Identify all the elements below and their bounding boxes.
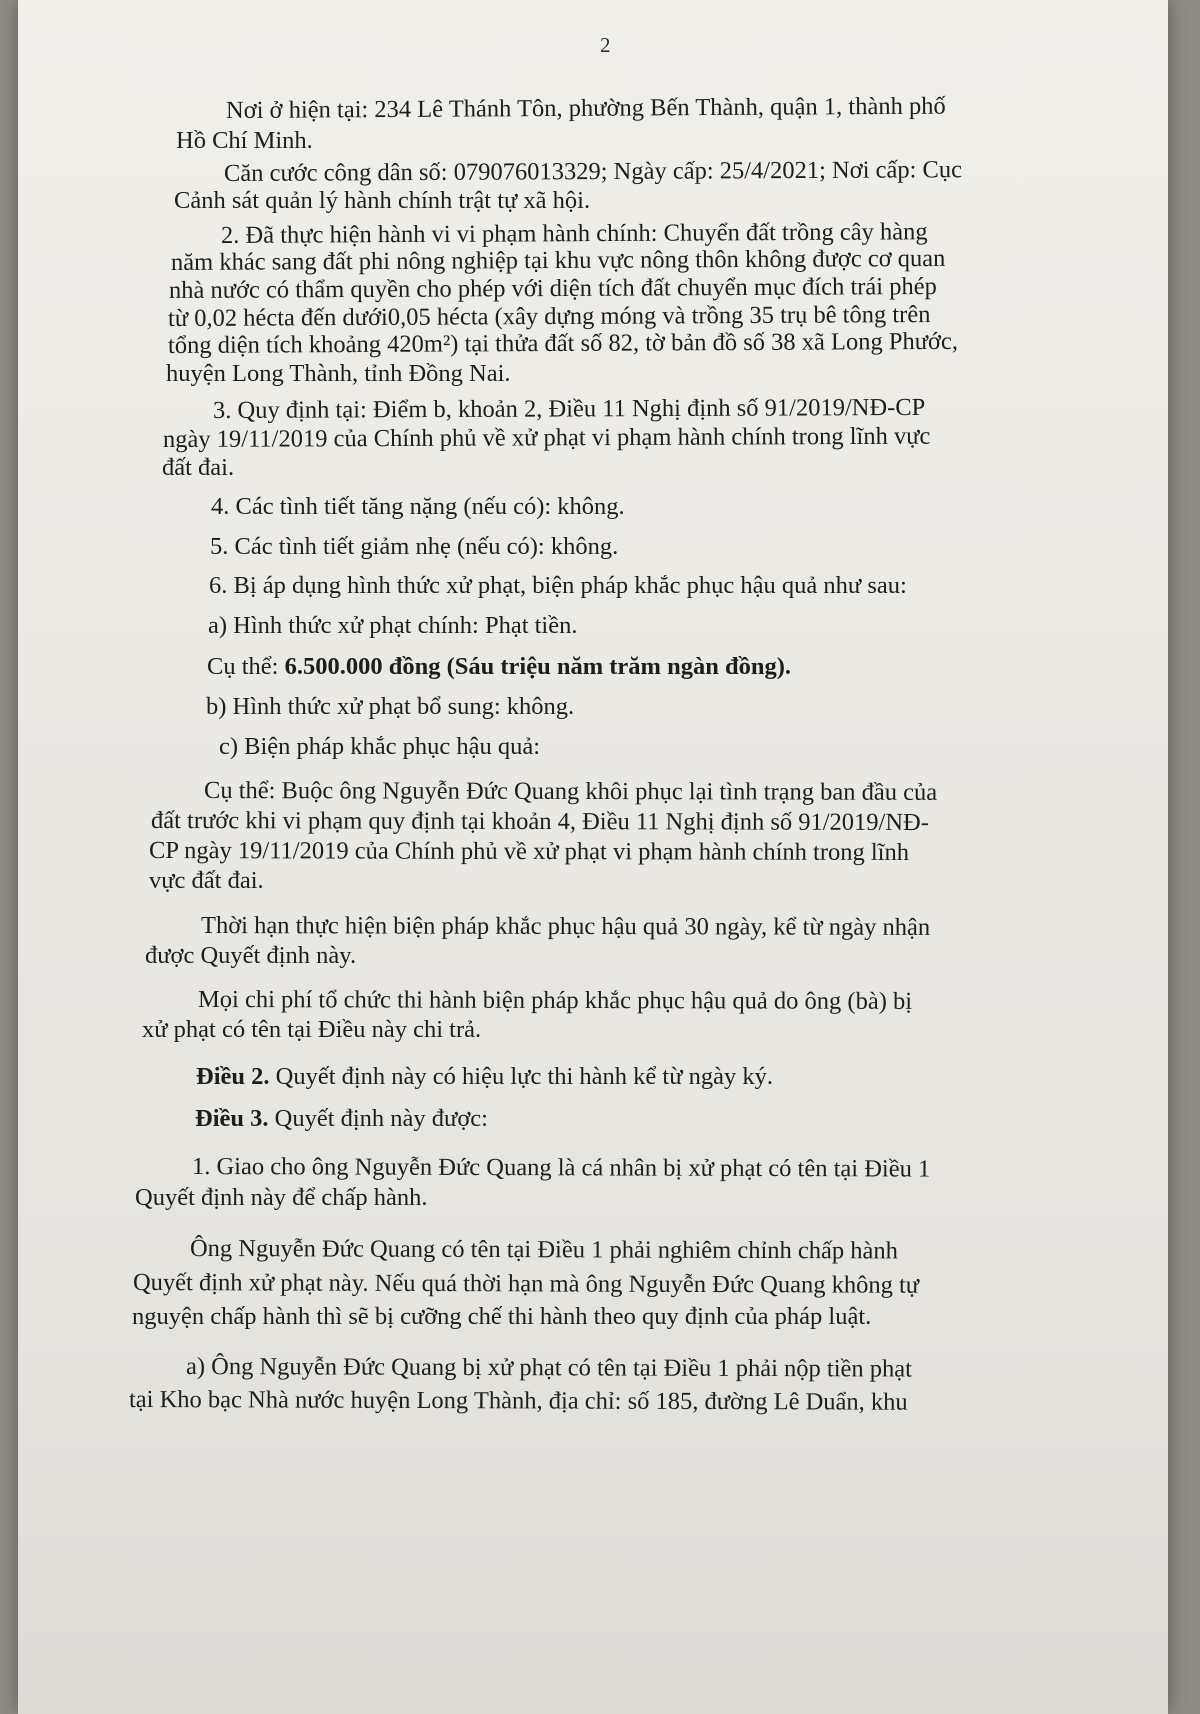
fine-amount: 6.500.000 đồng (Sáu triệu năm trăm ngàn đồng).: [284, 653, 791, 680]
text-line: từ 0,02 hécta đến dưới0,05 hécta (xây dựng móng và trồng 35 trụ bê tông trên: [167, 301, 931, 332]
text-line: 3. Quy định tại: Điểm b, khoản 2, Điều 11 Nghị định số 91/2019/NĐ-CP: [212, 393, 926, 424]
text-line: Quyết định xử phạt này. Nếu quá thời hạn mà ông Nguyễn Đức Quang không tự: [132, 1269, 920, 1299]
text-line: nguyện chấp hành thì sẽ bị cưỡng chế thi hành theo quy định của pháp luật.: [132, 1303, 872, 1330]
text-line: đất đai.: [162, 454, 235, 481]
article-3-line: [195, 1104, 488, 1134]
text-line: Ông Nguyễn Đức Quang có tên tại Điều 1 phải nghiêm chỉnh chấp hành: [189, 1235, 898, 1265]
text-line: CP ngày 19/11/2019 của Chính phủ về xử phạt vi phạm hành chính trong lĩnh: [148, 837, 910, 866]
text-line: b) Hình thức xử phạt bổ sung: không.: [206, 693, 575, 720]
text-line: Mọi chi phí tổ chức thi hành biện pháp khắc phục hậu quả do ông (bà) bị: [197, 986, 913, 1015]
text-line: 6. Bị áp dụng hình thức xử phạt, biện pháp khắc phục hậu quả như sau:: [209, 572, 907, 599]
text-line: tổng diện tích khoảng 420m²) tại thửa đất số 82, tờ bản đồ số 38 xã Long Phước,: [167, 327, 959, 359]
article-3-text: Quyết định này được:: [268, 1105, 488, 1132]
text-line: a) Ông Nguyễn Đức Quang bị xử phạt có tên tại Điều 1 phải nộp tiền phạt: [185, 1353, 913, 1383]
text-line: Quyết định này để chấp hành.: [135, 1184, 428, 1211]
text-line: tại Kho bạc Nhà nước huyện Long Thành, địa chỉ: số 185, đường Lê Duẩn, khu: [128, 1386, 908, 1416]
text-line: a) Hình thức xử phạt chính: Phạt tiền.: [208, 612, 578, 639]
article-3-heading: Điều 3.: [195, 1105, 269, 1132]
page-number: 2: [600, 33, 611, 57]
text-line: c) Biện pháp khắc phục hậu quả:: [219, 733, 541, 760]
document-page: [18, 0, 1168, 1714]
text-line: xử phạt có tên tại Điều này chi trả.: [142, 1016, 482, 1043]
text-line: năm khác sang đất phi nông nghiệp tại khu vực nông thôn không được cơ quan: [170, 244, 946, 276]
text-line: nhà nước có thẩm quyền cho phép với diện tích đất chuyển mục đích trái phép: [168, 272, 937, 304]
text-line: Nơi ở hiện tại: 234 Lê Thánh Tôn, phường Bến Thành, quận 1, thành phố: [225, 92, 946, 124]
text-line: 2. Đã thực hiện hành vi vi phạm hành chính: Chuyển đất trồng cây hàng: [220, 218, 928, 249]
article-2-heading: Điều 2.: [196, 1063, 270, 1090]
text-line: Căn cước công dân số: 079076013329; Ngày cấp: 25/4/2021; Nơi cấp: Cục: [223, 156, 963, 187]
text-line: ngày 19/11/2019 của Chính phủ về xử phạt vi phạm hành chính trong lĩnh vực: [162, 422, 931, 453]
text-line: 1. Giao cho ông Nguyễn Đức Quang là cá nhân bị xử phạt có tên tại Điều 1: [191, 1153, 931, 1183]
fine-label: Cụ thể:: [207, 653, 285, 680]
text-line: 4. Các tình tiết tăng nặng (nếu có): không.: [211, 493, 625, 520]
text-line: đất trước khi vi phạm quy định tại khoản 4, Điều 11 Nghị định số 91/2019/NĐ-: [150, 807, 929, 837]
article-2-line: [196, 1062, 773, 1092]
text-line: Hồ Chí Minh.: [176, 127, 313, 154]
text-line: Thời hạn thực hiện biện pháp khắc phục hậu quả 30 ngày, kể từ ngày nhận: [200, 912, 931, 941]
text-line: được Quyết định này.: [145, 942, 357, 969]
article-2-text: Quyết định này có hiệu lực thi hành kể từ ngày ký.: [269, 1063, 774, 1090]
text-line: Cụ thể: Buộc ông Nguyễn Đức Quang khôi phục lại tình trạng ban đầu của: [203, 777, 938, 806]
text-line: Cảnh sát quản lý hành chính trật tự xã hội.: [174, 187, 591, 214]
text-line: huyện Long Thành, tỉnh Đồng Nai.: [166, 360, 511, 387]
fine-line: [207, 652, 791, 682]
text-line: vực đất đai.: [149, 867, 264, 894]
text-line: 5. Các tình tiết giảm nhẹ (nếu có): không.: [210, 533, 619, 560]
